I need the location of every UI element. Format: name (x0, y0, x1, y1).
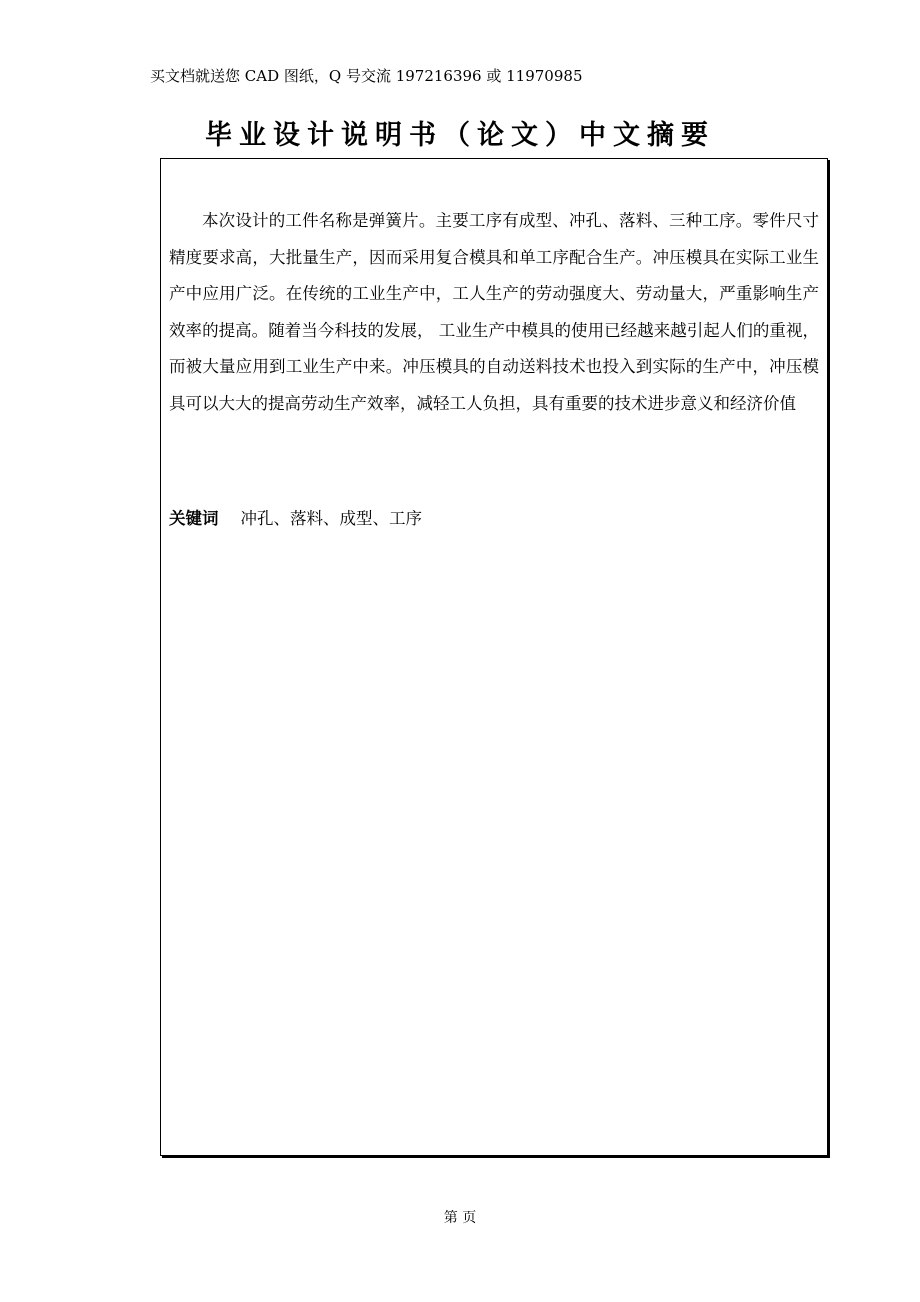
keywords-row (169, 507, 422, 531)
page-number: 第 页 (443, 1210, 477, 1226)
abstract-body: 本次设计的工件名称是弹簧片。主要工序有成型、冲孔、落料、三种工序。零件尺寸精度要求高，大批量生产，因而采用复合模具和单工序配合生产。冲压模具在实际工业生产中应用广泛。在传统的工业生产中，工人生产的劳动强度大、劳动量大，严重影响生产效率的提高。随着当今科技的发展， 工业生产中模具的使用已经越来越引起人们的重视，而被大量应用到工业生产中来。冲压模具的自动送料技术也投入到实际的生产中，冲压模具可以大大的提高劳动生产效率，减轻工人负担，具有重要的技术进步意义和经济价值 (169, 211, 819, 413)
abstract-box (160, 158, 828, 1156)
header-note: 买文档就送您 CAD 图纸，Q 号交流 197216396 或 11970985 (150, 67, 583, 85)
keywords-value: 冲孔、落料、成型、工序 (240, 509, 422, 528)
keywords-label: 关键词 (169, 509, 219, 528)
page-title: 毕业设计说明书（论文）中文摘要 (205, 120, 715, 151)
